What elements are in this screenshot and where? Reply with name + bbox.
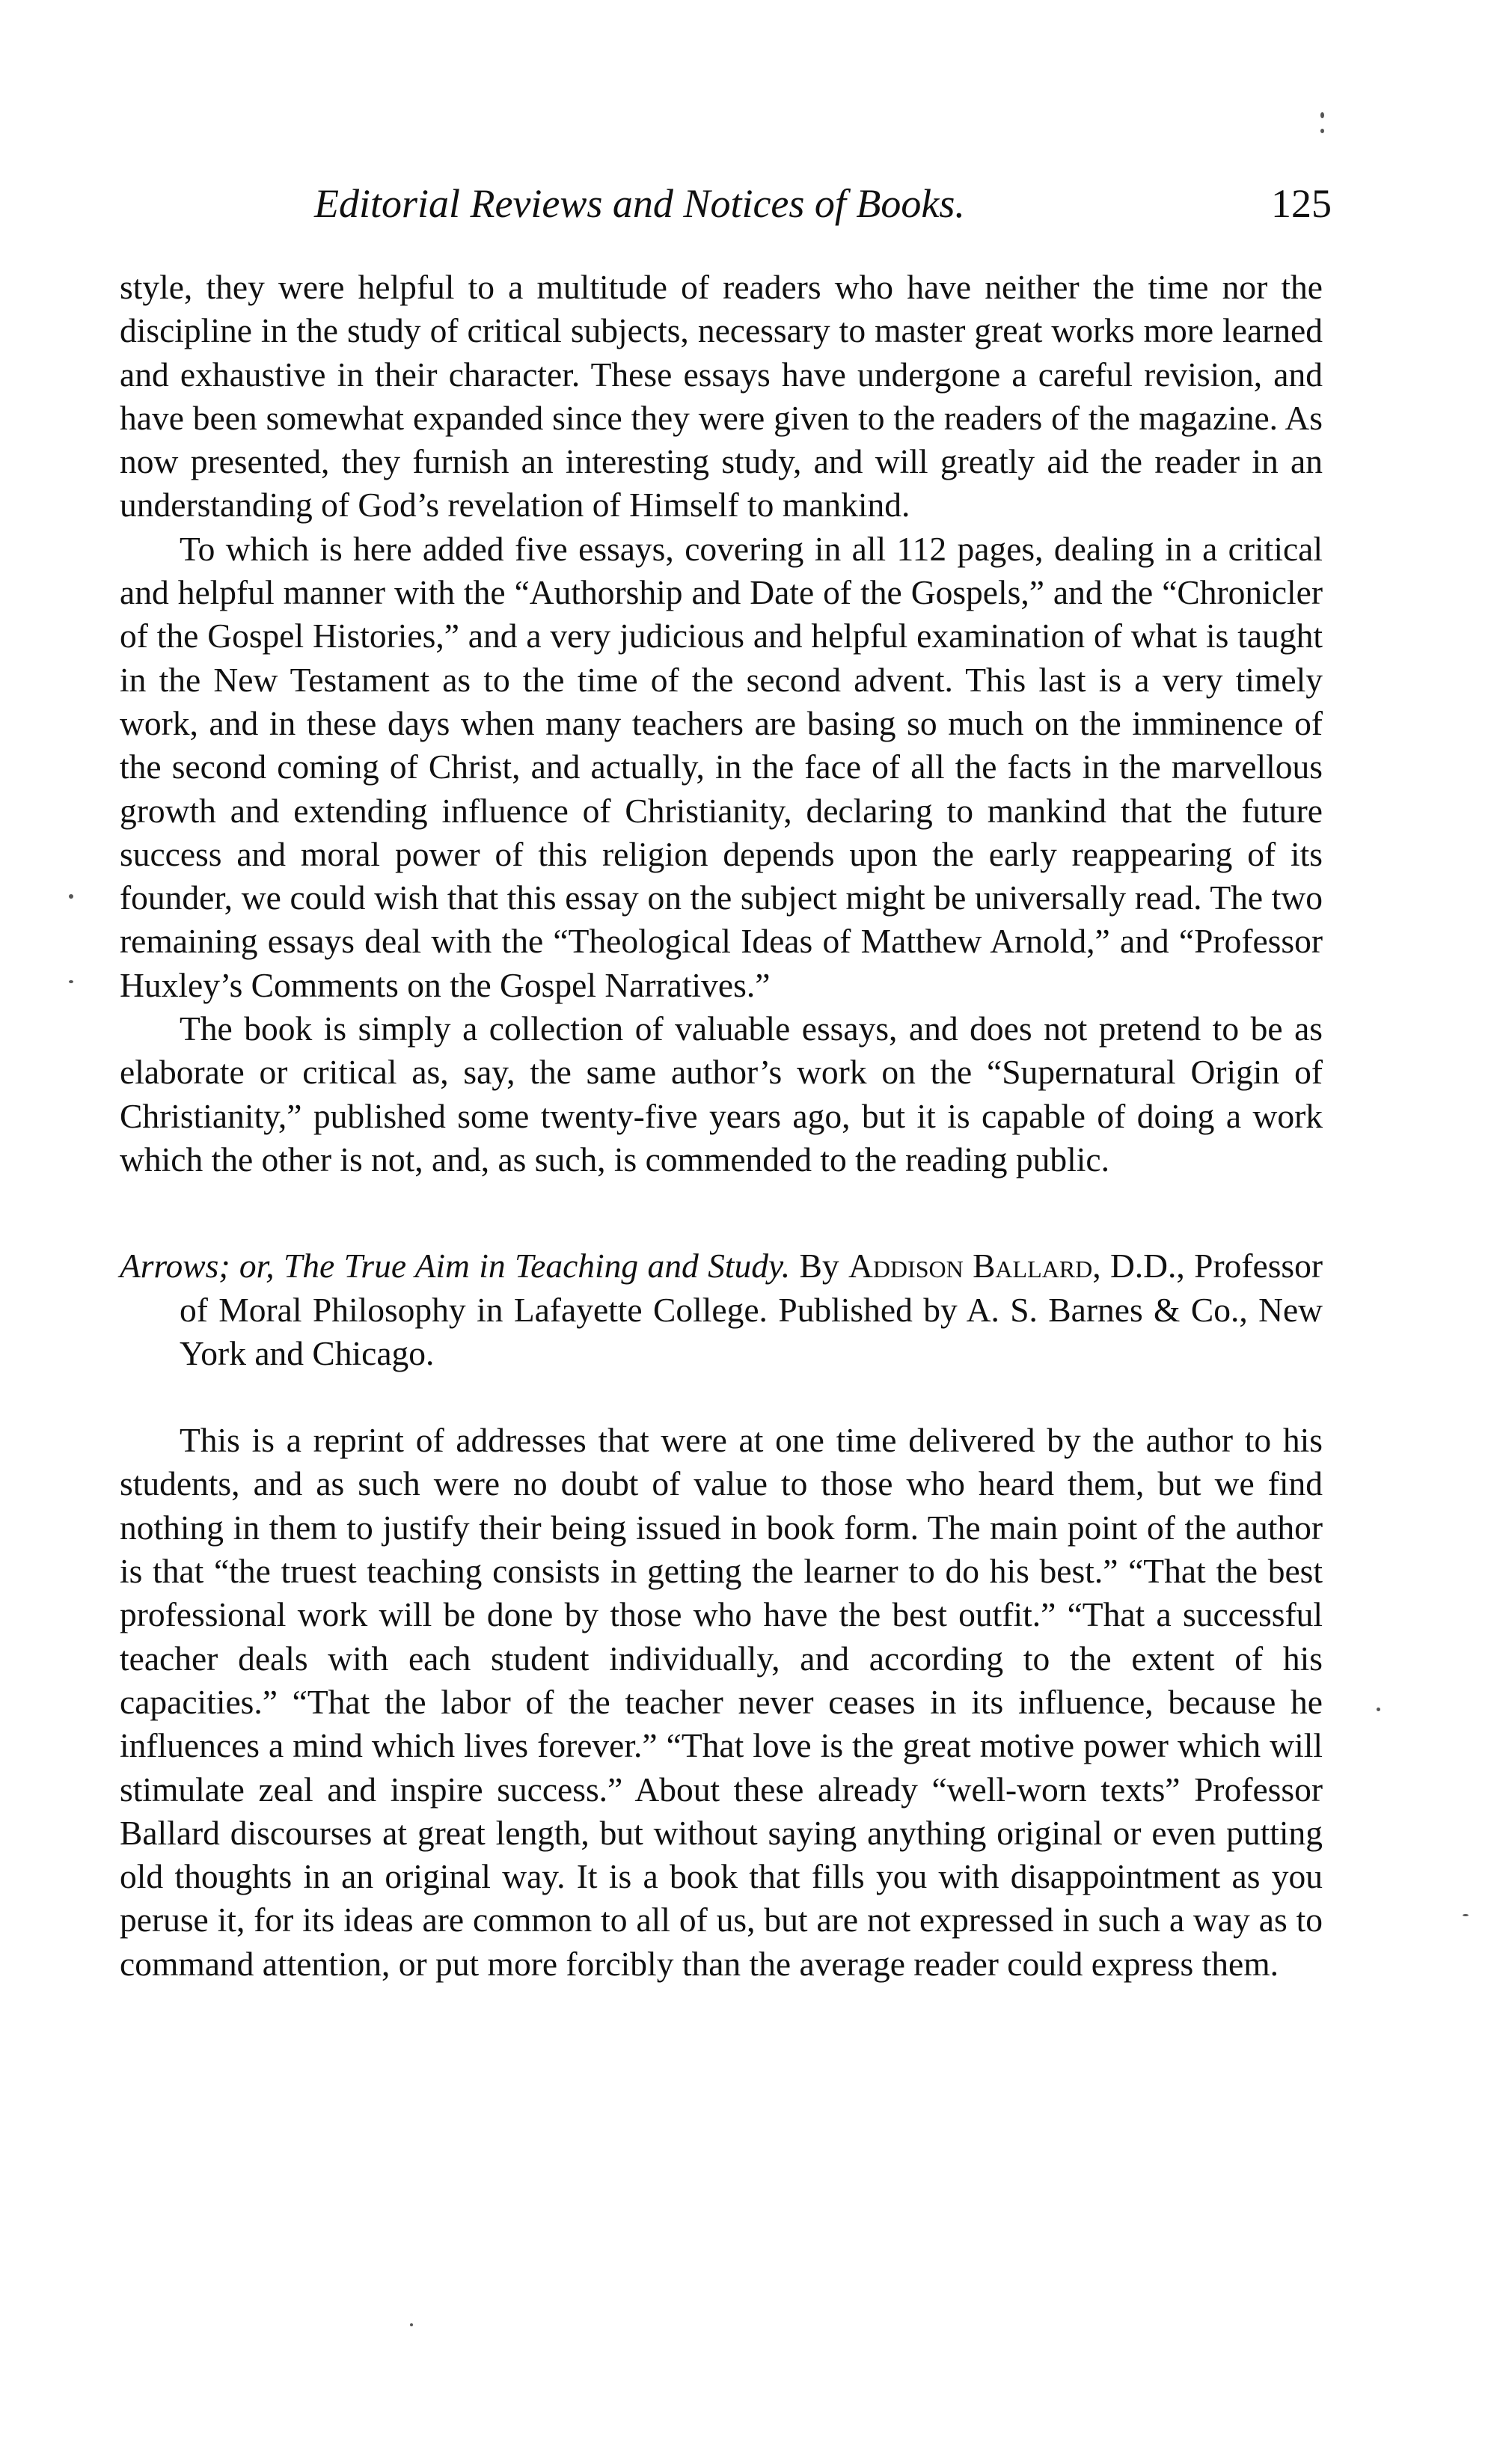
by-label: By — [799, 1247, 839, 1286]
scan-speck — [69, 980, 73, 983]
page-number: 125 — [1271, 181, 1332, 226]
paragraph-continued: style, they were helpful to a multitude of readers who have neither the time nor the discipline in the study of critical subjects, necessary to master great works more learned and exhaustive in their character. These essays have undergone a careful revision, and have been somewhat expanded since they were given to the readers of the magazine. As now presented, they furnish an interesting study, and will greatly aid the reader in an understanding of God’s revelation of Himself to mankind. — [120, 268, 1323, 525]
scan-speck — [69, 894, 73, 899]
scan-speck — [1377, 1708, 1380, 1711]
scan-speck — [1320, 129, 1324, 133]
book-title: Arrows; or, The True Aim in Teaching and Study. — [120, 1247, 791, 1286]
review-paragraph: This is a reprint of addresses that were at one time delivered by the author to his students, and as such were no doubt of value to those who heard them, but we find nothing in them to justify their being issued in book form. The main point of the author is that “the truest teaching consists in getting the learner to do his best.” “That the best professional work will be done by those who have the best outfit.” “That a successful teacher deals with each student individually, and according to the extent of his capacities.” “That the labor of the teacher never ceases in its influence, because he influences a mind which lives forever.” “That love is the great motive power which will stimulate zeal and inspire success.” About these already “well-worn texts” Professor Ballard discourses at great length, but without saying anything original or even putting old thoughts in an original way. It is a book that fills you with disappointment as you peruse it, for its ideas are common to all of us, but are not expressed in such a way as to command attention, or put more forcibly than the average reader could express them. — [120, 1421, 1323, 1983]
scan-speck — [1463, 1914, 1469, 1916]
body-text — [120, 266, 1323, 1986]
paragraph-conclusion: The book is simply a collection of valuable essays, and does not pretend to be as elaborate or critical as, say, the same author’s work on the “Supernatural Origin of Christianity,” published some twenty-five years ago, but it is capable of doing a work which the other is not, and, as such, is commended to the reading public. — [120, 1009, 1323, 1178]
paragraph-essays: To which is here added five essays, covering in all 112 pages, dealing in a critical and helpful manner with the “Authorship and Date of the Gospels,” and the “Chronicler of the Gospel Histories,” and a very judicious and helpful examination of what is taught in the New Testament as to the time of the second advent. This last is a very timely work, and in these days when many teachers are basing so much on the imminence of the second coming of Christ, and actually, in the face of all the facts in the marvellous growth and extending influence of Christianity, declaring to mankind that the future success and moral power of this religion depends upon the early reappearing of its founder, we could wish that this essay on the subject might be universally read. The two remaining essays deal with the “Theological Ideas of Matthew Arnold,” and “Professor Huxley’s Comments on the Gospel Narratives.” — [120, 529, 1323, 1004]
book-citation: Arrows; or, The True Aim in Teaching and Study. By Addison Ballard, D.D., Professor of Moral Philosophy in Lafayette College. Published by A. S. Barnes & Co., New York and Chicago. — [120, 1247, 1323, 1372]
book-author: Addison Ballard — [848, 1247, 1093, 1286]
scan-speck — [410, 2323, 413, 2326]
page-header — [314, 174, 1332, 233]
scan-speck — [1320, 112, 1324, 118]
author-details: D.D., Professor of Moral Philosophy in Lafayette College. Published by A. S. Barnes & Co., New York and Chicago. — [180, 1247, 1323, 1372]
running-title: Editorial Reviews and Notices of Books. — [314, 181, 965, 226]
